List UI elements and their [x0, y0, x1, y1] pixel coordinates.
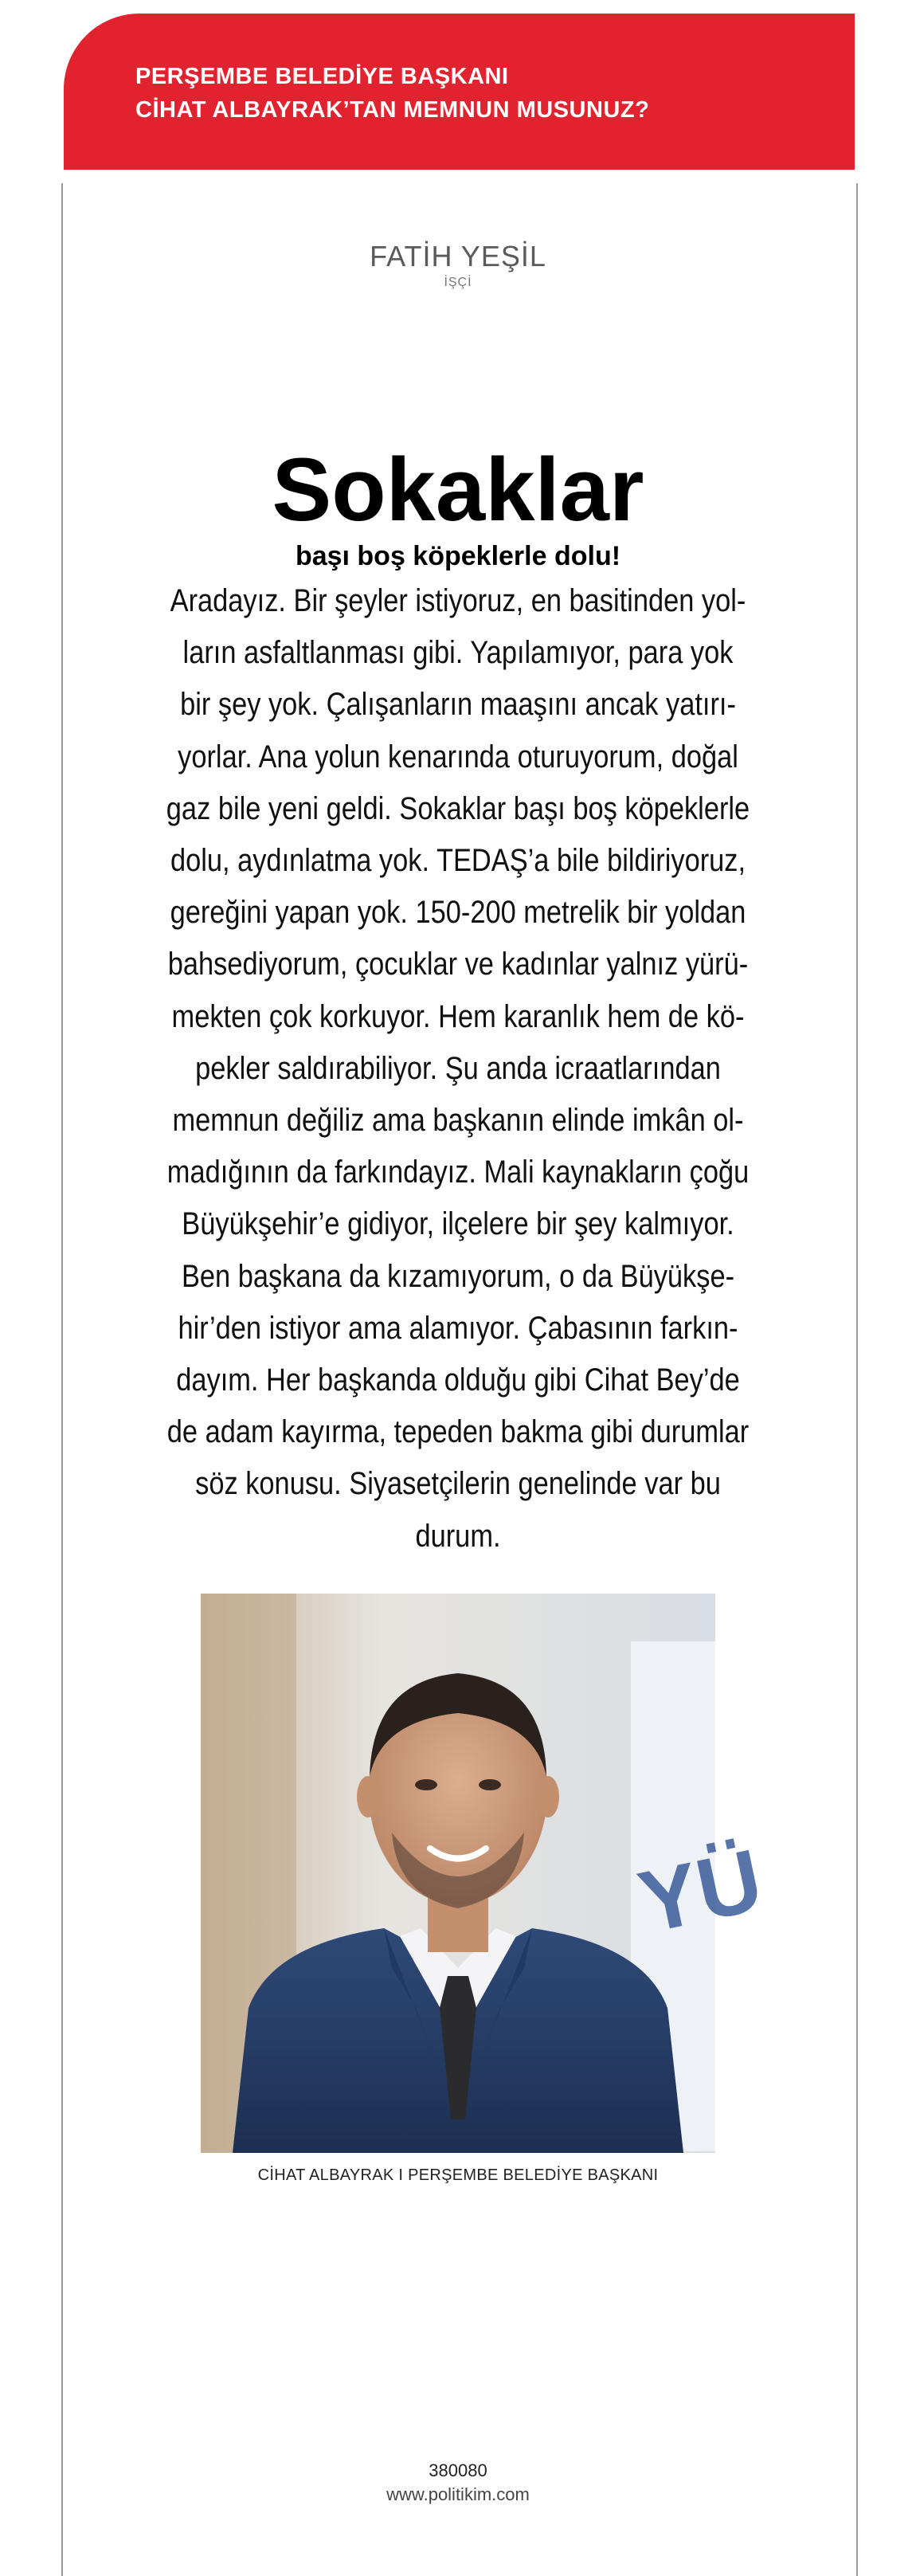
footer-url: www.politikim.com — [386, 2484, 530, 2504]
article-body-line: durum. — [415, 1518, 501, 1554]
article-body-line: gaz bile yeni geldi. Sokaklar başı boş köpeklerle — [166, 790, 750, 826]
article-body-line: Ben başkana da kızamıyorum, o da Büyükşe- — [181, 1258, 735, 1294]
article-body-line: hir’den istiyor ama alamıyor. Çabasının farkın- — [178, 1310, 738, 1346]
article-body-line: Büyükşehir’e gidiyor, ilçelere bir şey kalmıyor. — [182, 1206, 734, 1242]
portrait-illustration — [201, 1594, 771, 2153]
article-body-line: mekten çok korkuyor. Hem karanlık hem de kö- — [171, 998, 745, 1034]
article-body-line: memnun değiliz ama başkanın elinde imkân ol- — [172, 1103, 744, 1139]
article-body-line: dayım. Her başkanda olduğu gibi Cihat Bey’de — [176, 1362, 740, 1398]
footer-code: 380080 — [429, 2460, 487, 2480]
article-body-line: bir şey yok. Çalışanların maaşını ancak yatırı- — [180, 687, 736, 723]
article-body-line: de adam kayırma, tepeden bakma gibi durumlar — [166, 1414, 750, 1450]
article-body-line: ların asfaltlanması gibi. Yapılamıyor, para yok — [182, 635, 734, 671]
article-body-line: yorlar. Ana yolun kenarında oturuyorum, doğal — [178, 739, 738, 774]
article-body-line: dolu, aydınlatma yok. TEDAŞ’a bile bildiriyoruz, — [170, 843, 746, 879]
banner-line-2: CİHAT ALBAYRAK’TAN MEMNUN MUSUNUZ? — [135, 97, 650, 123]
banner-line-1: PERŞEMBE BELEDİYE BAŞKANI — [135, 64, 509, 89]
author-name: FATİH YEŞİL — [370, 240, 546, 272]
article-body-line: söz konusu. Siyasetçilerin genelinde var bu — [195, 1466, 721, 1502]
article-headline: Sokaklar — [272, 440, 644, 539]
article-body-line: pekler saldırabiliyor. Şu anda icraatlarından — [195, 1050, 721, 1086]
author-block — [0, 239, 916, 292]
article-subheadline: başı boş köpeklerle dolu! — [295, 541, 621, 571]
page-footer — [0, 2459, 916, 2507]
article-body — [115, 575, 801, 1562]
author-role: İŞÇİ — [444, 276, 472, 289]
article-body-line: gereğini yapan yok. 150-200 metrelik bir yoldan — [170, 895, 746, 931]
svg-text:YÜ: YÜ — [631, 1830, 771, 1952]
photo-caption: CİHAT ALBAYRAK I PERŞEMBE BELEDİYE BAŞKANI — [257, 2166, 659, 2184]
article-body-line: Aradayız. Bir şeyler istiyoruz, en basitinden yol- — [170, 583, 746, 618]
article-body-line: bahsediyorum, çocuklar ve kadınlar yalnız yürü- — [167, 947, 749, 982]
question-banner — [64, 14, 855, 170]
article-body-line: madığının da farkındayız. Mali kaynakların çoğu — [166, 1155, 750, 1190]
portrait-photo — [201, 1594, 771, 2153]
